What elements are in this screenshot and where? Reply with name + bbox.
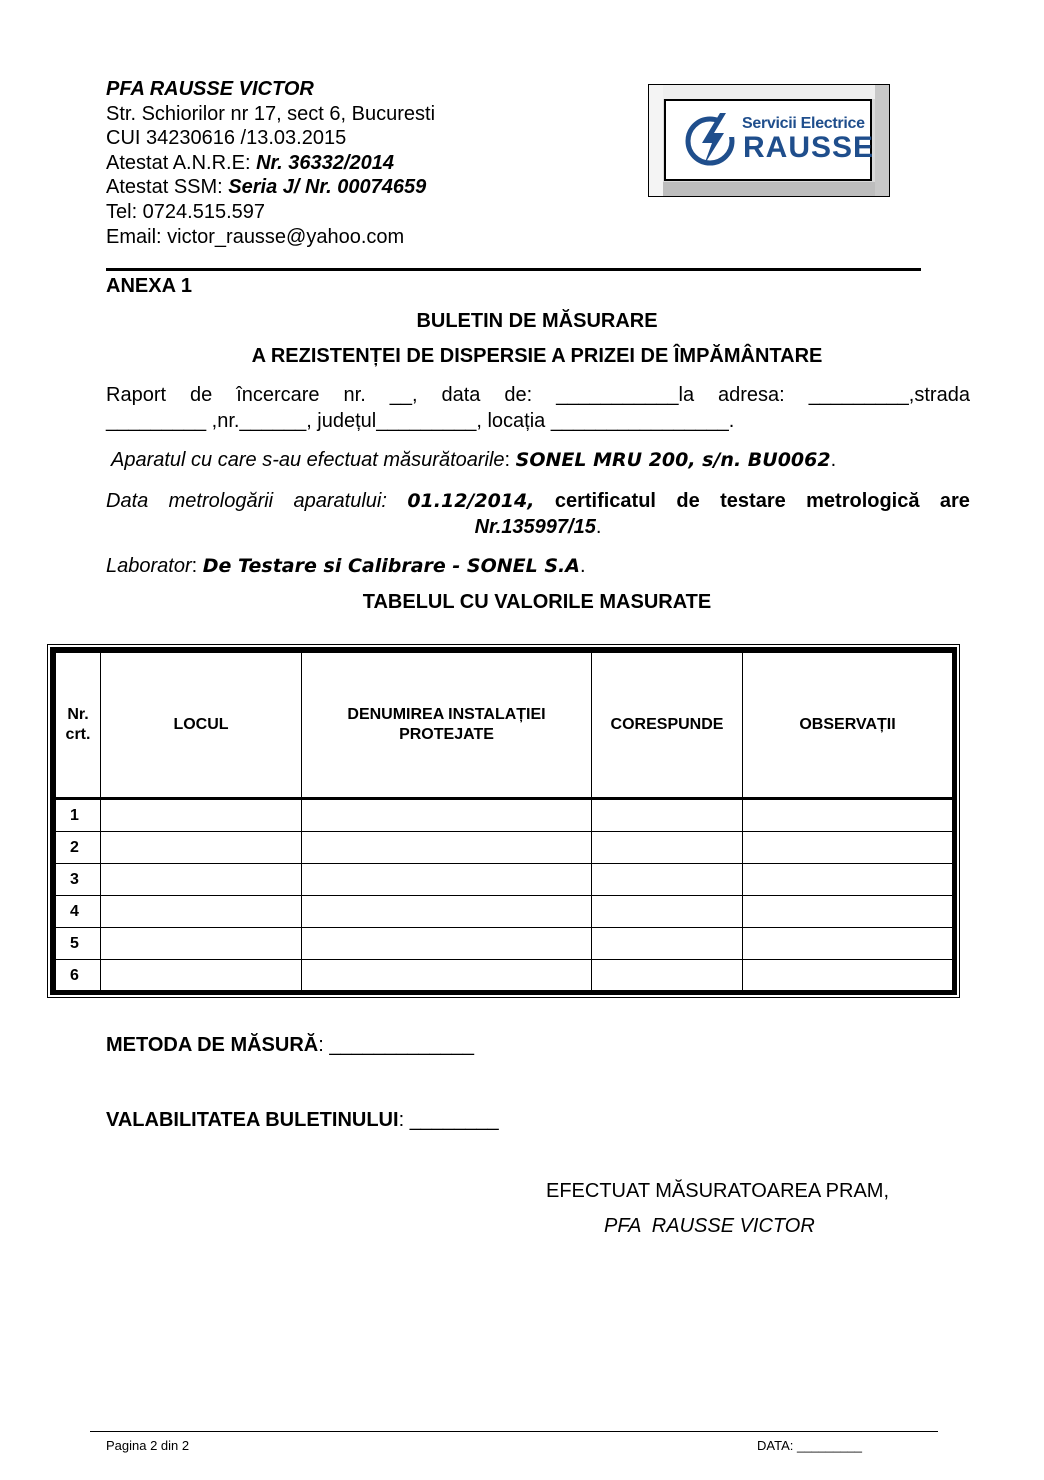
device-value: SONEL MRU 200, s/n. BU0062 — [515, 449, 831, 471]
header-divider — [106, 268, 921, 271]
measurements-table-frame — [47, 644, 960, 998]
report-paragraph — [106, 382, 970, 434]
report-line-2: _________ ,nr.______, județul_________, locația ________________. — [106, 410, 735, 432]
method-label: METODA DE MĂSURĂ — [106, 1034, 319, 1056]
company-email: Email: victor_rausse@yahoo.com — [106, 226, 405, 248]
col-header-locul: LOCUL — [101, 653, 302, 799]
col-header-nr: Nr. crt. — [56, 653, 101, 799]
validity-line: VALABILITATEA BULETINULUI: ________ — [106, 1109, 499, 1131]
table-title: TABELUL CU VALORILE MASURATE — [362, 591, 712, 613]
company-tel: Tel: 0724.515.597 — [106, 201, 266, 223]
laboratory-value: De Testare si Calibrare - SONEL S.A — [202, 555, 580, 577]
col-header-observatii: OBSERVAȚII — [743, 653, 953, 799]
annex-label: ANEXA 1 — [106, 275, 192, 297]
table-row: 4 — [56, 896, 953, 928]
signature-name: PFA RAUSSE VICTOR — [604, 1215, 815, 1237]
logo-panel — [664, 99, 875, 181]
metrology-line-2: Nr.135997/15. — [474, 516, 602, 538]
col-header-corespunde: CORESPUNDE — [592, 653, 743, 799]
col-header-denumirea: DENUMIREA INSTALAȚIEI PROTEJATE — [302, 653, 592, 799]
report-line-1: Raport de încercare nr. __, data de: ___________la adresa: _________,strada — [106, 384, 970, 406]
validity-label: VALABILITATEA BULETINULUI — [106, 1109, 399, 1131]
company-logo — [648, 84, 890, 197]
table-row: 5 — [56, 928, 953, 960]
validity-blank[interactable]: ________ — [409, 1109, 499, 1131]
logo-text-services: Servicii Electrice — [742, 115, 865, 132]
lightning-bolt-icon — [684, 111, 740, 169]
anre-value: Nr. 36332/2014 — [256, 152, 394, 174]
measurements-table — [55, 652, 953, 992]
table-row: 1 — [56, 799, 953, 832]
company-name: PFA RAUSSE VICTOR — [106, 78, 314, 100]
table-row: 6 — [56, 960, 953, 992]
ssm-line — [106, 175, 426, 199]
signature-title: EFECTUAT MĂSURATOAREA PRAM, — [546, 1180, 890, 1202]
metrology-line-1: Data metrologării aparatului: 01.12/2014, certificatul de testare metrologică are — [106, 490, 970, 512]
logo-text-rausse: RAUSSE — [743, 131, 875, 164]
company-cui: CUI 34230616 /13.03.2015 — [106, 127, 347, 149]
device-line: Aparatul cu care s-au efectuat măsurătoarile: SONEL MRU 200, s/n. BU0062. — [111, 449, 837, 471]
laboratory-label: Laborator — [106, 555, 192, 577]
laboratory-line: Laborator: De Testare si Calibrare - SONEL S.A. — [106, 555, 586, 577]
table-row: 2 — [56, 832, 953, 864]
page-number: Pagina 2 din 2 — [106, 1438, 190, 1453]
footer-divider — [90, 1431, 938, 1432]
anre-label: Atestat A.N.R.E: — [106, 152, 257, 174]
document-subtitle: A REZISTENȚEI DE DISPERSIE A PRIZEI DE ÎMPĂMÂNTARE — [251, 345, 823, 367]
table-row: 3 — [56, 864, 953, 896]
footer-date: DATA: _________ — [757, 1438, 863, 1453]
device-label: Aparatul cu care s-au efectuat măsurătoarile — [111, 449, 505, 471]
ssm-label: Atestat SSM: — [106, 176, 229, 198]
company-address: Str. Schiorilor nr 17, sect 6, Bucuresti — [106, 103, 436, 125]
certificate-number: Nr.135997/15 — [474, 516, 596, 538]
anre-line — [106, 151, 394, 175]
metrology-paragraph — [106, 488, 970, 540]
method-blank[interactable]: _____________ — [329, 1034, 474, 1056]
ssm-value: Seria J/ Nr. 00074659 — [228, 176, 427, 198]
document-title: BULETIN DE MĂSURARE — [416, 310, 658, 332]
method-line: METODA DE MĂSURĂ: _____________ — [106, 1034, 474, 1056]
